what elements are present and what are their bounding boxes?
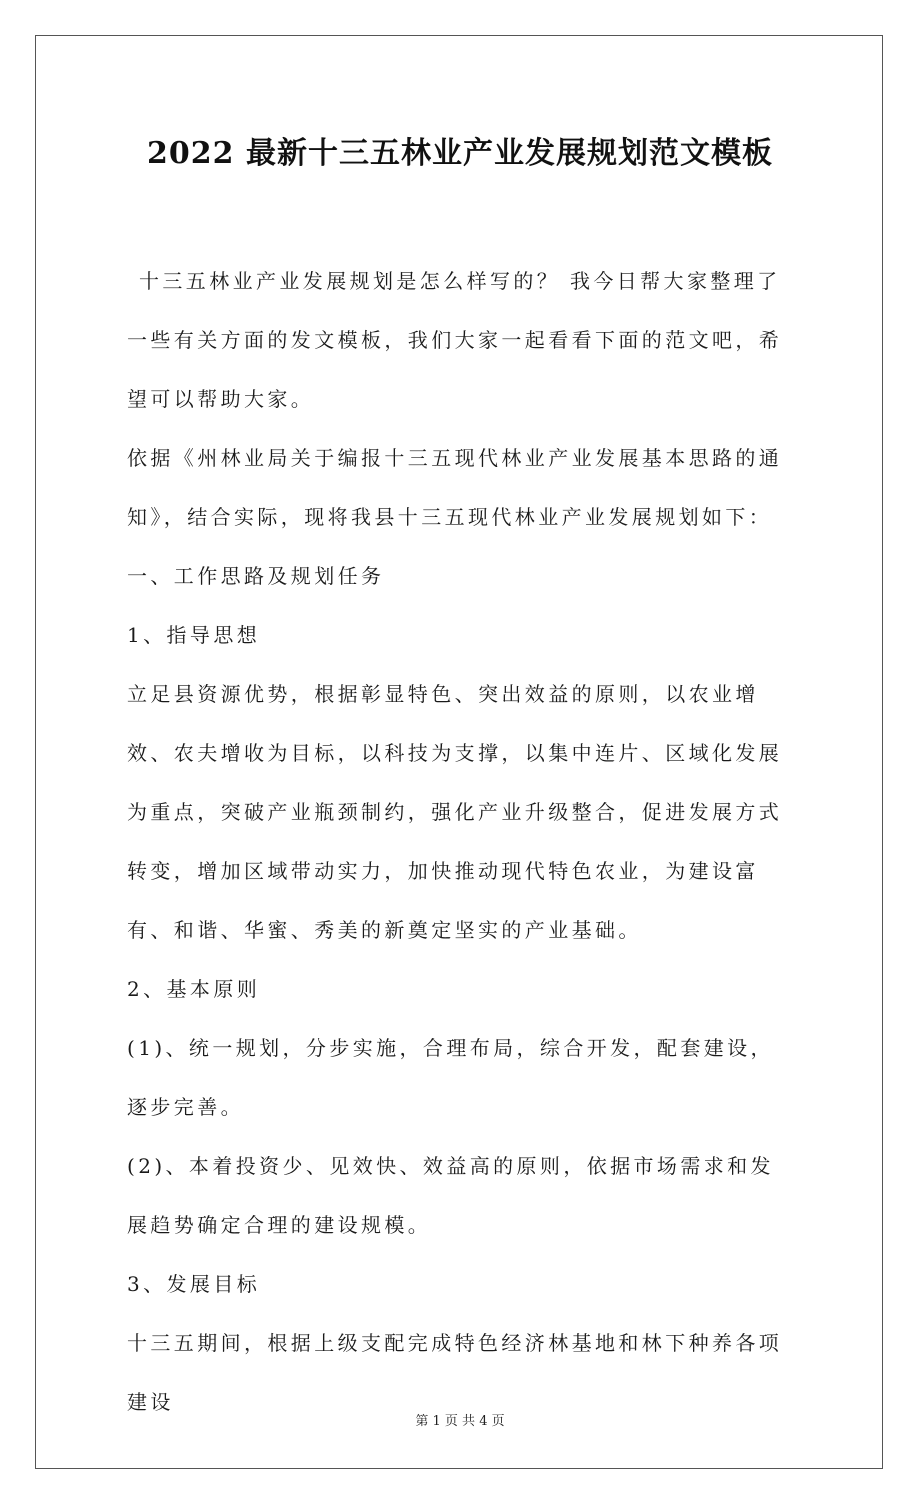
paragraph-development-goals: 十三五期间，根据上级支配完成特色经济林基地和林下种养各项建设 xyxy=(127,1331,783,1414)
paragraph-principle-1: (1)、统一规划，分步实施，合理布局，综合开发，配套建设，逐步完善。 xyxy=(127,1036,774,1119)
paragraph-guiding-ideology: 立足县资源优势，根据彰显特色、突出效益的原则，以农业增效、农夫增收为目标，以科技为支撑，以集中连片、区域化发展为重点，突破产业瓶颈制约，强化产业升级整合，促进发展方式转变，增加区域带动实力，加快推动现代特色农业，为建设富有、和谐、华蜜、秀美的新奠定坚实的产业基础。 xyxy=(127,682,783,942)
subheading-development-goals: 3、发展目标 xyxy=(127,1272,261,1296)
subheading-guiding-ideology: 1、指导思想 xyxy=(127,623,261,647)
paragraph-intro: 十三五林业产业发展规划是怎么样写的？ 我今日帮大家整理了一些有关方面的发文模板，我们大家一起看看下面的范文吧，希望可以帮助大家。 xyxy=(127,269,783,411)
subheading-basic-principles: 2、基本原则 xyxy=(127,977,261,1001)
document-title: 2022 最新十三五林业产业发展规划范文模板 xyxy=(147,136,773,171)
document-body xyxy=(127,252,793,1432)
page-number: 第 1 页 共 4 页 xyxy=(415,1414,505,1429)
paragraph-principle-2: (2)、本着投资少、见效快、效益高的原则，依据市场需求和发展趋势确定合理的建设规模。 xyxy=(127,1154,774,1237)
paragraph-basis: 依据《州林业局关于编报十三五现代林业产业发展基本思路的通知》，结合实际，现将我县十三五现代林业产业发展规划如下： xyxy=(127,446,783,529)
section-heading-1: 一、工作思路及规划任务 xyxy=(127,564,385,588)
